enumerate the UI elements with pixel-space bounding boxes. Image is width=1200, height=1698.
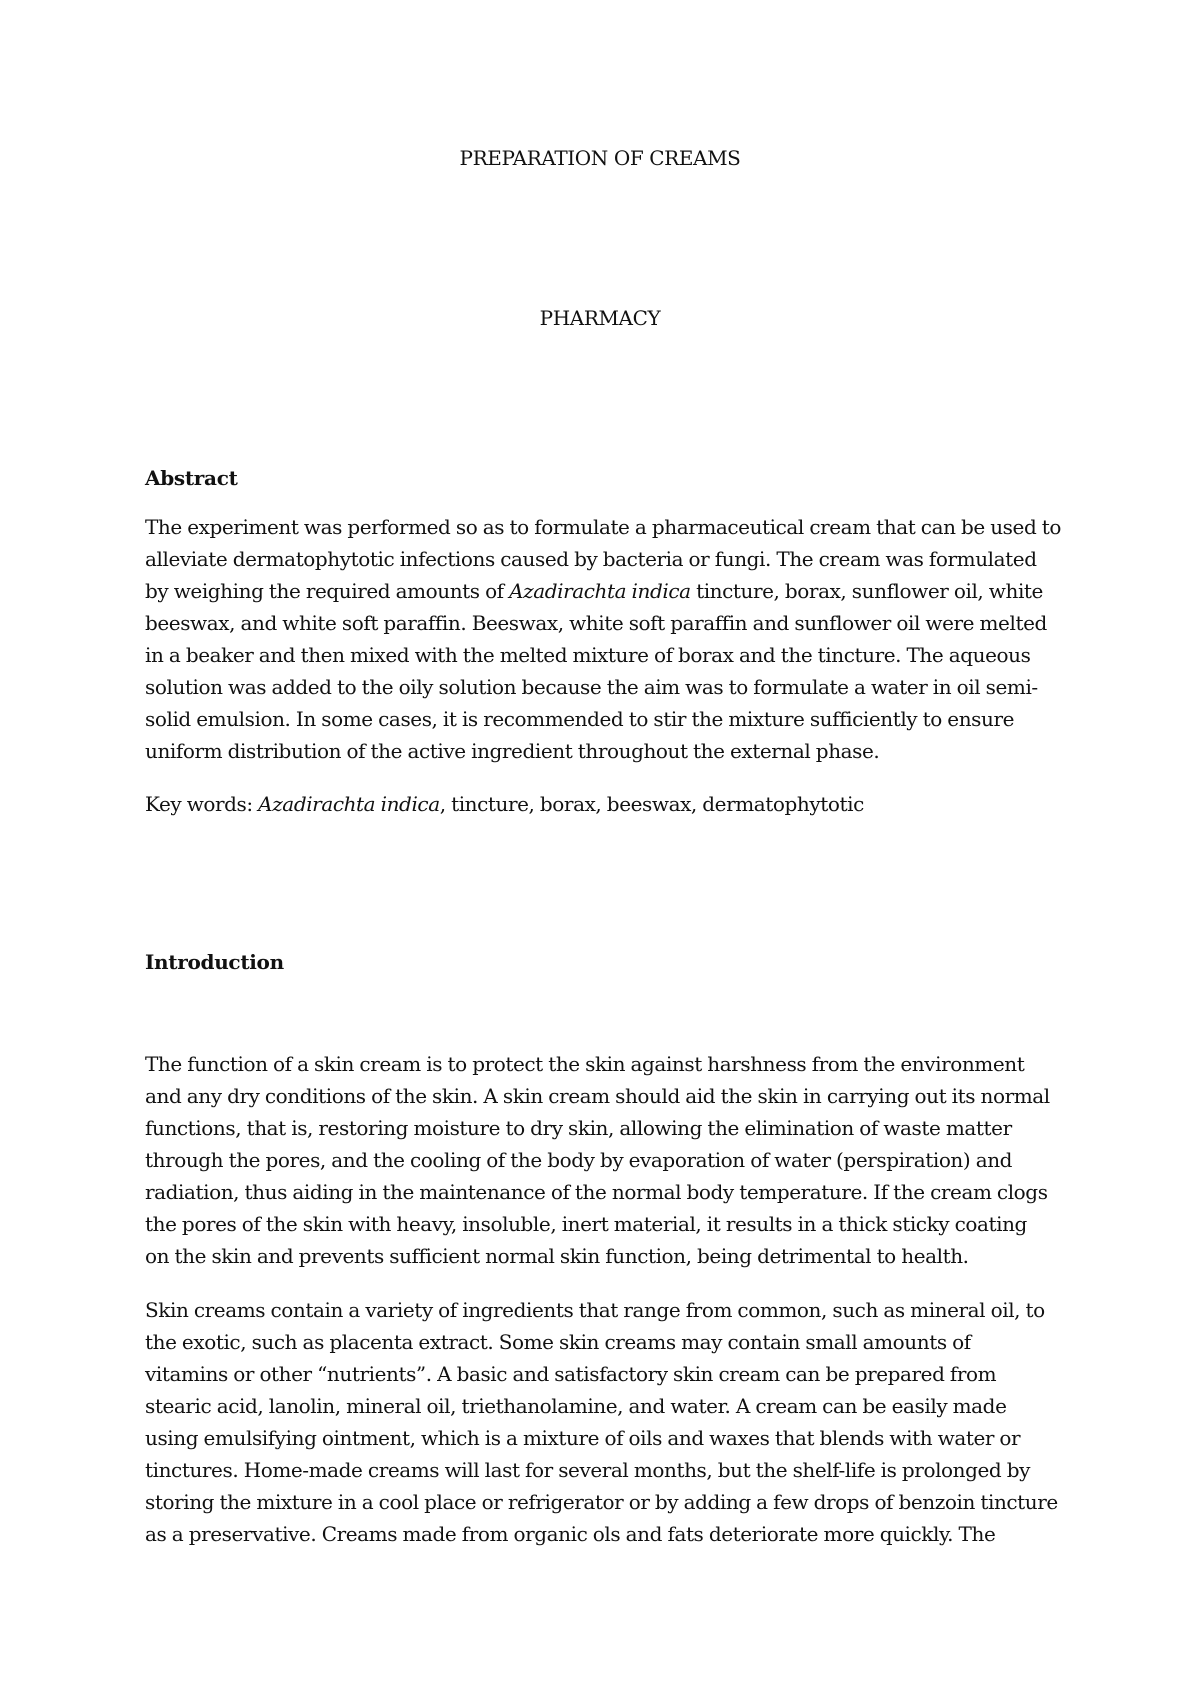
intro-line: Skin creams contain a variety of ingredients that range from common, such as mineral oil, to (145, 1298, 1045, 1322)
keywords-line (145, 788, 1065, 820)
intro-line: tinctures. Home-made creams will last for several months, but the shelf-life is prolonged by (145, 1458, 1031, 1482)
intro-line: the pores of the skin with heavy, insoluble, inert material, it results in a thick sticky coating (145, 1212, 1027, 1236)
keywords-label: Key words: (145, 792, 259, 816)
abstract-line (145, 575, 1065, 607)
intro-line: vitamins or other “nutrients”. A basic and satisfactory skin cream can be prepared from (145, 1362, 997, 1386)
abstract-line: The experiment was performed so as to formulate a pharmaceutical cream that can be used to (145, 515, 1061, 539)
keywords-text (145, 788, 1065, 820)
abstract-paragraph (145, 511, 1065, 767)
intro-line: storing the mixture in a cool place or refrigerator or by adding a few drops of benzoin tincture (145, 1490, 1058, 1514)
intro-line: and any dry conditions of the skin. A skin cream should aid the skin in carrying out its normal (145, 1084, 1050, 1108)
intro-line: stearic acid, lanolin, mineral oil, triethanolamine, and water. A cream can be easily made (145, 1394, 1007, 1418)
abstract-text: by weighing the required amounts of (145, 579, 510, 603)
intro-line: using emulsifying ointment, which is a mixture of oils and waxes that blends with water or (145, 1426, 1021, 1450)
intro-line: functions, that is, restoring moisture to dry skin, allowing the elimination of waste matter (145, 1116, 1012, 1140)
introduction-paragraph-1 (145, 1048, 1065, 1272)
abstract-line: uniform distribution of the active ingredient throughout the external phase. (145, 739, 880, 763)
keywords-list: , tincture, borax, beeswax, dermatophytotic (439, 792, 864, 816)
intro-line: radiation, thus aiding in the maintenance of the normal body temperature. If the cream clogs (145, 1180, 1048, 1204)
abstract-line: in a beaker and then mixed with the melted mixture of borax and the tincture. The aqueous (145, 643, 1031, 667)
abstract-line: alleviate dermatophytotic infections caused by bacteria or fungi. The cream was formulated (145, 547, 1037, 571)
intro-line: on the skin and prevents sufficient normal skin function, being detrimental to health. (145, 1244, 969, 1268)
abstract-line: solid emulsion. In some cases, it is recommended to stir the mixture sufficiently to ensure (145, 707, 1015, 731)
intro-line: The function of a skin cream is to protect the skin against harshness from the environment (145, 1052, 1025, 1076)
abstract-line: solution was added to the oily solution because the aim was to formulate a water in oil semi- (145, 675, 1038, 699)
introduction-paragraph-2 (145, 1294, 1065, 1550)
document-title: PREPARATION OF CREAMS (459, 146, 741, 170)
intro-line: as a preservative. Creams made from organic ols and fats deteriorate more quickly. The (145, 1522, 996, 1546)
introduction-heading: Introduction (145, 950, 284, 974)
intro-line: through the pores, and the cooling of the body by evaporation of water (perspiration) and (145, 1148, 1013, 1172)
keywords-species: Azadirachta indica (258, 792, 440, 816)
abstract-text: tincture, borax, sunflower oil, white (690, 579, 1043, 603)
intro-line: the exotic, such as placenta extract. Some skin creams may contain small amounts of (145, 1330, 971, 1354)
document-subject: PHARMACY (539, 306, 661, 330)
abstract-line: beeswax, and white soft paraffin. Beeswax, white soft paraffin and sunflower oil were melted (145, 611, 1047, 635)
species-name: Azadirachta indica (509, 579, 691, 603)
abstract-heading: Abstract (145, 466, 238, 490)
